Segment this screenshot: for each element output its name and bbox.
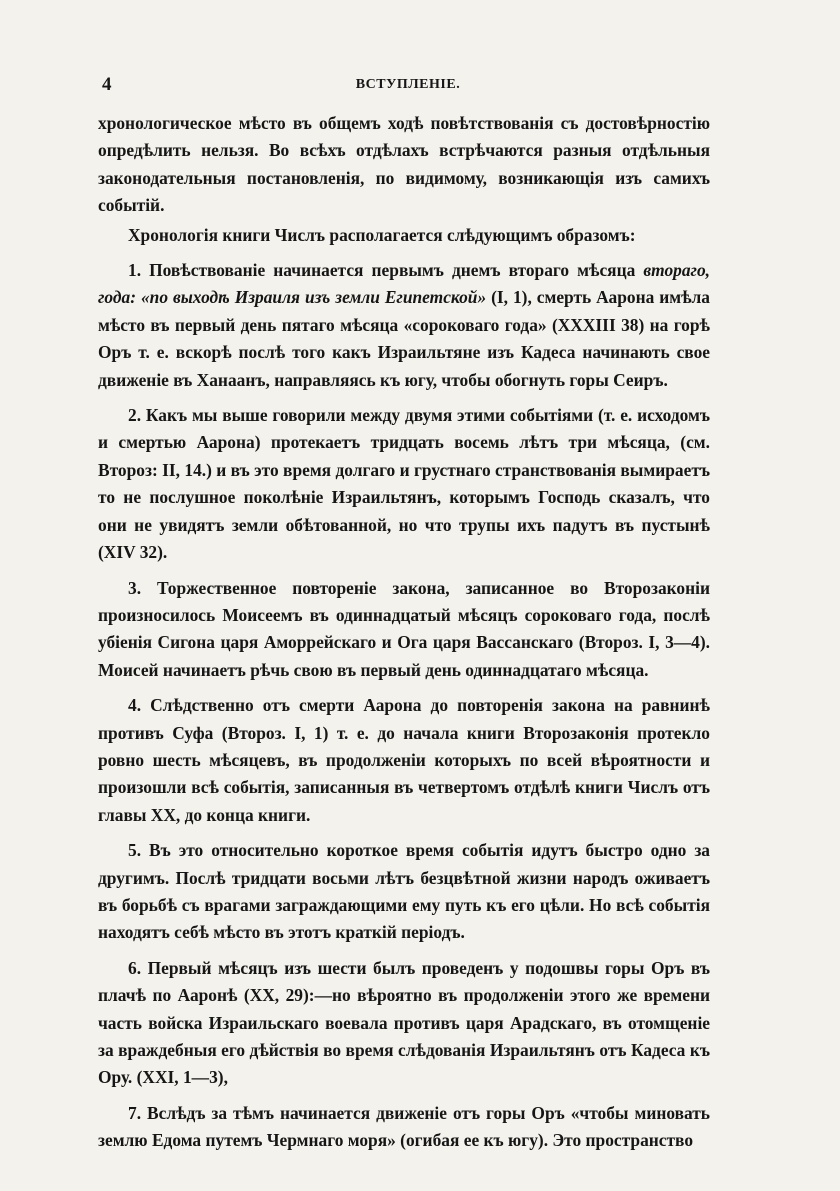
paragraph-item-4: 4. Слѣдственно отъ смерти Аарона до повторенія закона на равнинѣ противъ Суфа (Второз. I, 1) т. е. до начала книги Второзаконія протекло ровно шесть мѣсяцевъ, въ продолженіи которыхъ по всей вѣроятности и произошли всѣ событія, записанныя въ четвертомъ отдѣлѣ книги Числъ отъ главы XX, до конца книги.: [98, 695, 710, 825]
page-number: 4: [102, 74, 112, 95]
body-text: [98, 110, 710, 1163]
paragraph-item-6: 6. Первый мѣсяцъ изъ шести былъ проведенъ у подошвы горы Оръ въ плачѣ по Ааронѣ (XX, 29):—но вѣроятно въ продолженіи этого же времени часть войска Израильскаго воевала противъ царя Арадскаго, въ отомщеніе за враждебныя его дѣйствія во время слѣдованія Израильтянъ отъ Кадеса къ Ору. (XXI, 1—3),: [98, 957, 710, 1088]
paragraph-item-7: 7. Вслѣдъ за тѣмъ начинается движеніе отъ горы Оръ «чтобы миновать землю Едома путемъ Чермнаго моря» (огибая ее къ югу). Это пространство: [98, 1102, 710, 1151]
item-1-quote: втораго, года: «по выходѣ Израиля изъ земли Египетской»: [98, 260, 710, 308]
running-title: ВСТУПЛЕНІЕ.: [355, 77, 461, 92]
paragraph-item-2: 2. Какъ мы выше говорили между двумя этими событіями (т. е. исходомъ и смертью Аарона) протекаетъ тридцать восемь лѣтъ три мѣсяца, (см. Второз: II, 14.) и въ это время долгаго и грустнаго странствованія вымираетъ то не послушное поколѣніе Израильтянъ, которымъ Господь сказалъ, что они не увидятъ земли обѣтованной, но что трупы ихъ падутъ въ пустынѣ (XIV 32).: [98, 405, 710, 563]
item-1-text-start: 1. Повѣствованіе начинается первымъ днемъ втораго мѣсяца: [128, 260, 644, 281]
paragraph-item-5: 5. Въ это относительно короткое время событія идутъ быстро одно за другимъ. Послѣ тридцати восьми лѣтъ безцвѣтной жизни народъ оживаетъ въ борьбѣ съ врагами заграждающими ему путь къ его цѣли. Но всѣ событія находятъ себѣ мѣсто въ этотъ краткій періодъ.: [98, 840, 710, 943]
running-header: [102, 74, 714, 96]
paragraph-continuation: хронологическое мѣсто въ общемъ ходѣ повѣтствованія съ достовѣрностію опредѣлить нельзя. Во всѣхъ отдѣлахъ встрѣчаются разныя отдѣльныя законодательныя постановленія, по видимому, возникающія изъ самихъ событій.: [98, 113, 710, 216]
item-1-text-end: (I, 1), смерть Аарона имѣла мѣсто въ первый день пятаго мѣсяца «сороковаго года» (XXXIII 38) на горѣ Оръ т. е. вскорѣ послѣ того какъ Израильтяне изъ Кадеса начинають свое движеніе въ Ханаанъ, направляясь къ югу, чтобы обогнуть горы Сеиръ.: [98, 287, 710, 390]
paragraph-item-1: [98, 257, 710, 394]
paragraph-chronology-intro: Хронологія книги Числъ располагается слѣдующимъ образомъ:: [128, 224, 636, 245]
paragraph-item-3: 3. Торжественное повтореніе закона, записанное во Второзаконіи произносилось Моисеемъ въ одиннадцатый мѣсяцъ сороковаго года, послѣ убіенія Сигона царя Аморрейскаго и Ога царя Вассанскаго (Второз. I, 3—4). Моисей начинаетъ рѣчь свою въ первый день одиннадцатаго мѣсяца.: [98, 577, 710, 680]
